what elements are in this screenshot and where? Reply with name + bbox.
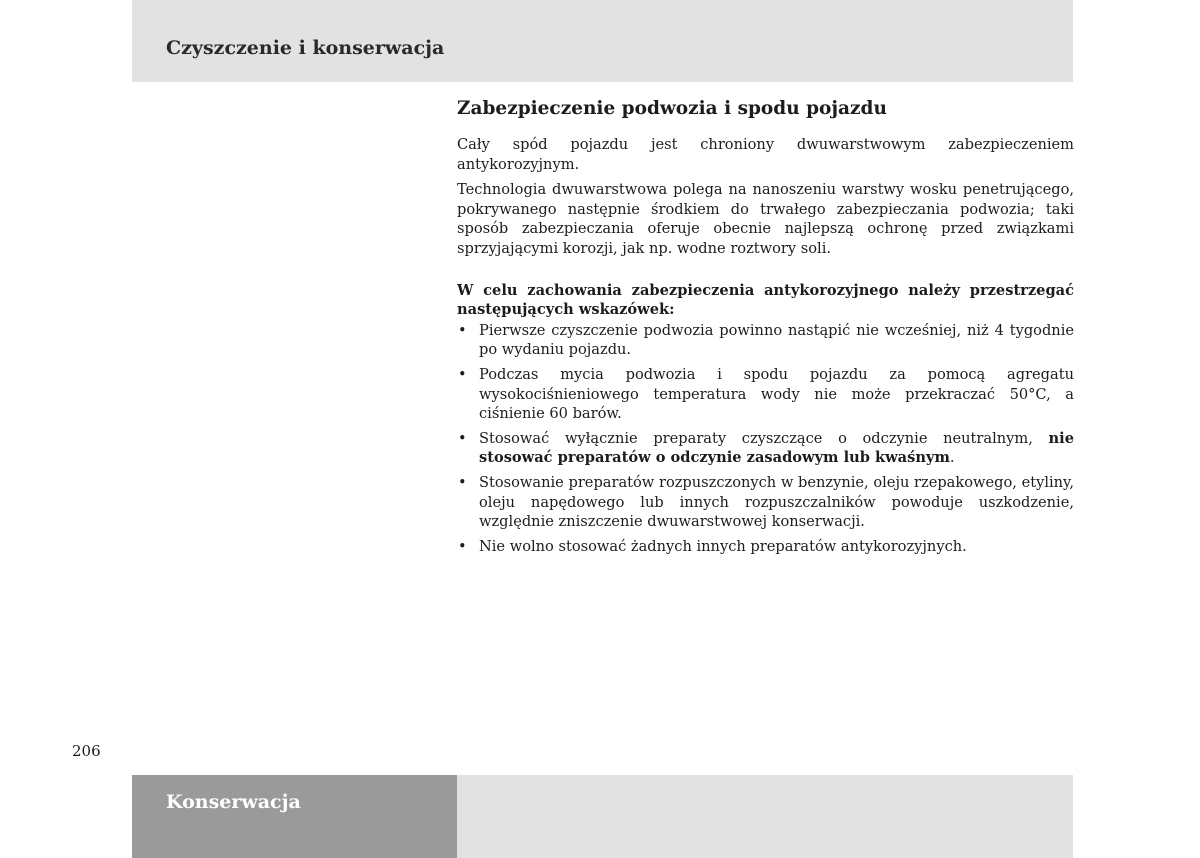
list-item-text: Pierwsze czyszczenie podwozia powinno nastąpić nie wcześniej, niż 4 tygodnie po wydaniu pojazdu. [479, 321, 1074, 359]
list-item-text: Stosować wyłącznie preparaty czyszczące o odczynie neutralnym, [479, 429, 1049, 447]
list-item [457, 473, 1074, 532]
list-item-text: Nie wolno stosować żadnych innych preparatów antykorozyjnych. [479, 537, 967, 555]
list-item [457, 537, 1074, 557]
bullet-icon: • [458, 473, 467, 491]
bullet-icon: • [458, 365, 467, 383]
list-item-tail: . [949, 449, 955, 467]
list-item [457, 365, 1074, 424]
bullet-icon: • [458, 321, 467, 339]
list-item [457, 321, 1074, 360]
list-item-text: Podczas mycia podwozia i spodu pojazdu za pomocą agregatu wysokociśnieniowego temperatura wody nie może przekraczać 50°C, a ciśnienie 60 barów. [479, 365, 1074, 423]
page-number: 206 [72, 742, 101, 760]
section-title: Zabezpieczenie podwozia i spodu pojazdu [457, 98, 887, 119]
bullet-icon: • [458, 429, 467, 447]
instructions-heading: W celu zachowania zabezpieczenia antykorozyjnego należy przestrzegać następujących wskazówek: [457, 281, 1074, 319]
footer-band [457, 775, 1073, 858]
instructions-list [457, 321, 1074, 557]
footer-section-title: Konserwacja [166, 791, 301, 813]
list-item [457, 429, 1074, 468]
technology-paragraph: Technologia dwuwarstwowa polega na nanoszeniu warstwy wosku penetrującego, pokrywanego następnie środkiem do trwałego zabezpieczania podwozia; taki sposób zabezpieczania oferuje obecnie najlepszą ochronę przed związkami sprzyjającymi korozji, jak np. wodne roztwory soli. [457, 181, 1074, 257]
bullet-icon: • [458, 537, 467, 555]
list-item-text: Stosowanie preparatów rozpuszczonych w benzynie, oleju rzepakowego, etyliny, oleju napędowego lub innych rozpuszczalników powoduje uszkodzenie, względnie zniszczenie dwuwarstwowej konserwacji. [479, 473, 1074, 531]
chapter-title: Czyszczenie i konserwacja [166, 37, 445, 59]
main-content [457, 96, 1074, 561]
footer-section-tab [132, 775, 457, 858]
intro-paragraph: Cały spód pojazdu jest chroniony dwuwarstwowym zabezpieczeniem antykorozyjnym. [457, 136, 1074, 173]
list-item-emphasis: nie stosować preparatów o odczynie zasadowym lub kwaśnym [479, 429, 1074, 467]
